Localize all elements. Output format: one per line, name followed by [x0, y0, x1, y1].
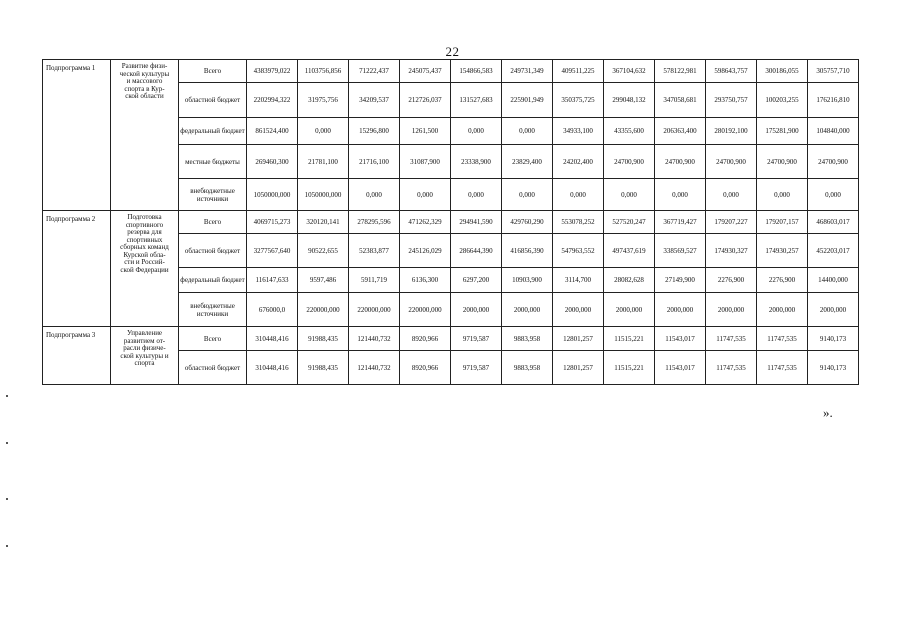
amount-cell: 11543,017 — [655, 327, 706, 351]
amount-cell: 206363,400 — [655, 118, 706, 145]
amount-cell: 90522,655 — [298, 234, 349, 268]
amount-cell: 310448,416 — [247, 351, 298, 385]
subprogram-title-line: ческой культуры — [119, 69, 170, 78]
amount-cell: 121440,732 — [349, 351, 400, 385]
amount-cell: 220000,000 — [298, 293, 349, 327]
subprogram-title-line: Курской обла- — [123, 250, 166, 259]
amount-cell: 0,000 — [655, 179, 706, 211]
budget-table — [42, 59, 859, 385]
amount-cell: 367719,427 — [655, 211, 706, 234]
amount-cell: 0,000 — [808, 179, 859, 211]
amount-cell: 9597,486 — [298, 268, 349, 293]
amount-cell: 34933,100 — [553, 118, 604, 145]
amount-cell: 310448,416 — [247, 327, 298, 351]
amount-cell: 176216,810 — [808, 83, 859, 118]
amount-cell: 12801,257 — [553, 327, 604, 351]
amount-cell: 286644,390 — [451, 234, 502, 268]
margin-dot — [6, 545, 8, 547]
amount-cell: 0,000 — [349, 179, 400, 211]
amount-cell: 2000,000 — [553, 293, 604, 327]
table-row — [43, 327, 859, 351]
subprogram-title-line: Развитие физи- — [121, 62, 168, 70]
funding-source: областной бюджет — [179, 83, 247, 118]
amount-cell: 43355,600 — [604, 118, 655, 145]
amount-cell: 2000,000 — [502, 293, 553, 327]
amount-cell: 116147,633 — [247, 268, 298, 293]
amount-cell: 269460,300 — [247, 145, 298, 179]
amount-cell: 179207,227 — [706, 211, 757, 234]
amount-cell: 578122,981 — [655, 60, 706, 83]
amount-cell: 2276,900 — [757, 268, 808, 293]
margin-dot — [6, 395, 8, 397]
funding-source: внебюджетные источники — [179, 293, 247, 327]
amount-cell: 23338,900 — [451, 145, 502, 179]
subprogram-title-line: расли физиче- — [123, 344, 166, 352]
amount-cell: 9140,173 — [808, 351, 859, 385]
amount-cell: 24700,900 — [655, 145, 706, 179]
amount-cell: 0,000 — [706, 179, 757, 211]
amount-cell: 471262,329 — [400, 211, 451, 234]
amount-cell: 416856,390 — [502, 234, 553, 268]
amount-cell: 338569,527 — [655, 234, 706, 268]
amount-cell: 249731,349 — [502, 60, 553, 83]
amount-cell: 497437,619 — [604, 234, 655, 268]
amount-cell: 31087,900 — [400, 145, 451, 179]
amount-cell: 24202,400 — [553, 145, 604, 179]
amount-cell: 468603,017 — [808, 211, 859, 234]
amount-cell: 9883,958 — [502, 351, 553, 385]
funding-source: Всего — [179, 327, 247, 351]
funding-source: областной бюджет — [179, 351, 247, 385]
funding-source: федеральный бюджет — [179, 268, 247, 293]
amount-cell: 280192,100 — [706, 118, 757, 145]
amount-cell: 175281,900 — [757, 118, 808, 145]
amount-cell: 24700,900 — [757, 145, 808, 179]
subprogram-title-line: ской области — [125, 92, 164, 100]
amount-cell: 293750,757 — [706, 83, 757, 118]
amount-cell: 2000,000 — [808, 293, 859, 327]
subprogram-title-line: Управление — [126, 329, 163, 337]
amount-cell: 0,000 — [451, 118, 502, 145]
amount-cell: 547963,552 — [553, 234, 604, 268]
amount-cell: 1050000,000 — [298, 179, 349, 211]
amount-cell: 220000,000 — [400, 293, 451, 327]
subprogram-title — [111, 60, 179, 211]
amount-cell: 11515,221 — [604, 351, 655, 385]
margin-dot — [6, 498, 8, 500]
subprogram-title-line: ской Федерации — [120, 265, 169, 274]
amount-cell: 861524,400 — [247, 118, 298, 145]
amount-cell: 0,000 — [553, 179, 604, 211]
amount-cell: 0,000 — [604, 179, 655, 211]
amount-cell: 1261,500 — [400, 118, 451, 145]
amount-cell: 350375,725 — [553, 83, 604, 118]
amount-cell: 3277567,640 — [247, 234, 298, 268]
amount-cell: 24700,900 — [808, 145, 859, 179]
amount-cell: 676000,0 — [247, 293, 298, 327]
amount-cell: 154866,583 — [451, 60, 502, 83]
amount-cell: 11515,221 — [604, 327, 655, 351]
amount-cell: 245126,029 — [400, 234, 451, 268]
amount-cell: 21716,100 — [349, 145, 400, 179]
amount-cell: 100203,255 — [757, 83, 808, 118]
closing-quote-mark: ». — [823, 405, 833, 420]
amount-cell: 28082,628 — [604, 268, 655, 293]
amount-cell: 21781,100 — [298, 145, 349, 179]
amount-cell: 0,000 — [757, 179, 808, 211]
amount-cell: 14400,000 — [808, 268, 859, 293]
amount-cell: 452203,017 — [808, 234, 859, 268]
amount-cell: 2276,900 — [706, 268, 757, 293]
amount-cell: 11747,535 — [757, 327, 808, 351]
amount-cell: 91988,435 — [298, 351, 349, 385]
subprogram-title-line: сти и Россий- — [124, 258, 165, 266]
amount-cell: 347058,681 — [655, 83, 706, 118]
amount-cell: 6297,200 — [451, 268, 502, 293]
subprogram-title-line: Подготовка — [127, 213, 162, 221]
funding-source: федеральный бюджет — [179, 118, 247, 145]
amount-cell: 2000,000 — [757, 293, 808, 327]
amount-cell: 179207,157 — [757, 211, 808, 234]
amount-cell: 11747,535 — [757, 351, 808, 385]
amount-cell: 27149,900 — [655, 268, 706, 293]
amount-cell: 11543,017 — [655, 351, 706, 385]
amount-cell: 71222,437 — [349, 60, 400, 83]
amount-cell: 598643,757 — [706, 60, 757, 83]
amount-cell: 23829,400 — [502, 145, 553, 179]
amount-cell: 0,000 — [502, 179, 553, 211]
amount-cell: 34209,537 — [349, 83, 400, 118]
subprogram-title-line: развитием от- — [123, 336, 166, 345]
amount-cell: 3114,700 — [553, 268, 604, 293]
page-number: 22 — [445, 44, 460, 59]
amount-cell: 5911,719 — [349, 268, 400, 293]
amount-cell: 2000,000 — [604, 293, 655, 327]
amount-cell: 12801,257 — [553, 351, 604, 385]
table-row — [43, 211, 859, 234]
amount-cell: 429760,290 — [502, 211, 553, 234]
amount-cell: 0,000 — [400, 179, 451, 211]
subprogram-title-line: сборных команд — [120, 243, 169, 251]
amount-cell: 225901,949 — [502, 83, 553, 118]
amount-cell: 2000,000 — [655, 293, 706, 327]
subprogram-title — [111, 327, 179, 385]
funding-source: Всего — [179, 60, 247, 83]
amount-cell: 8920,966 — [400, 327, 451, 351]
amount-cell: 24700,900 — [604, 145, 655, 179]
subprogram-title-line: спортивных — [126, 235, 163, 244]
amount-cell: 320120,141 — [298, 211, 349, 234]
amount-cell: 8920,966 — [400, 351, 451, 385]
subprogram-title-line: спорта — [134, 359, 155, 367]
amount-cell: 31975,756 — [298, 83, 349, 118]
amount-cell: 174930,257 — [757, 234, 808, 268]
amount-cell: 52383,877 — [349, 234, 400, 268]
amount-cell: 294941,590 — [451, 211, 502, 234]
amount-cell: 11747,535 — [706, 327, 757, 351]
amount-cell: 2202994,322 — [247, 83, 298, 118]
amount-cell: 553078,252 — [553, 211, 604, 234]
amount-cell: 121440,732 — [349, 327, 400, 351]
amount-cell: 1103756,856 — [298, 60, 349, 83]
amount-cell: 131527,683 — [451, 83, 502, 118]
amount-cell: 305757,710 — [808, 60, 859, 83]
amount-cell: 0,000 — [298, 118, 349, 145]
amount-cell: 9719,587 — [451, 351, 502, 385]
amount-cell: 9883,958 — [502, 327, 553, 351]
subprogram-title-line: и массового — [126, 77, 163, 85]
amount-cell: 299048,132 — [604, 83, 655, 118]
amount-cell: 9719,587 — [451, 327, 502, 351]
subprogram-title — [111, 211, 179, 327]
amount-cell: 367104,632 — [604, 60, 655, 83]
amount-cell: 24700,900 — [706, 145, 757, 179]
amount-cell: 212726,037 — [400, 83, 451, 118]
subprogram-label: Подпрограмма 1 — [43, 60, 111, 211]
amount-cell: 0,000 — [451, 179, 502, 211]
subprogram-title-line: спорта в Кур- — [124, 84, 165, 93]
amount-cell: 2000,000 — [451, 293, 502, 327]
amount-cell: 174930,327 — [706, 234, 757, 268]
margin-dot — [6, 442, 8, 444]
amount-cell: 4383979,022 — [247, 60, 298, 83]
amount-cell: 91988,435 — [298, 327, 349, 351]
amount-cell: 2000,000 — [706, 293, 757, 327]
amount-cell: 9140,173 — [808, 327, 859, 351]
amount-cell: 0,000 — [502, 118, 553, 145]
amount-cell: 300186,055 — [757, 60, 808, 83]
amount-cell: 245075,437 — [400, 60, 451, 83]
amount-cell: 11747,535 — [706, 351, 757, 385]
subprogram-label: Подпрограмма 2 — [43, 211, 111, 327]
funding-source: внебюджетные источники — [179, 179, 247, 211]
amount-cell: 409511,225 — [553, 60, 604, 83]
subprogram-title-line: спортивного — [125, 220, 164, 229]
amount-cell: 15296,800 — [349, 118, 400, 145]
amount-cell: 6136,300 — [400, 268, 451, 293]
amount-cell: 10903,900 — [502, 268, 553, 293]
table-row — [43, 60, 859, 83]
amount-cell: 1050000,000 — [247, 179, 298, 211]
funding-source: местные бюджеты — [179, 145, 247, 179]
subprogram-title-line: ской культуры и — [120, 351, 169, 360]
subprogram-label: Подпрограмма 3 — [43, 327, 111, 385]
amount-cell: 220000,000 — [349, 293, 400, 327]
amount-cell: 278295,596 — [349, 211, 400, 234]
amount-cell: 527520,247 — [604, 211, 655, 234]
funding-source: областной бюджет — [179, 234, 247, 268]
subprogram-title-line: резерва для — [127, 228, 162, 236]
funding-source: Всего — [179, 211, 247, 234]
amount-cell: 4069715,273 — [247, 211, 298, 234]
amount-cell: 104840,000 — [808, 118, 859, 145]
